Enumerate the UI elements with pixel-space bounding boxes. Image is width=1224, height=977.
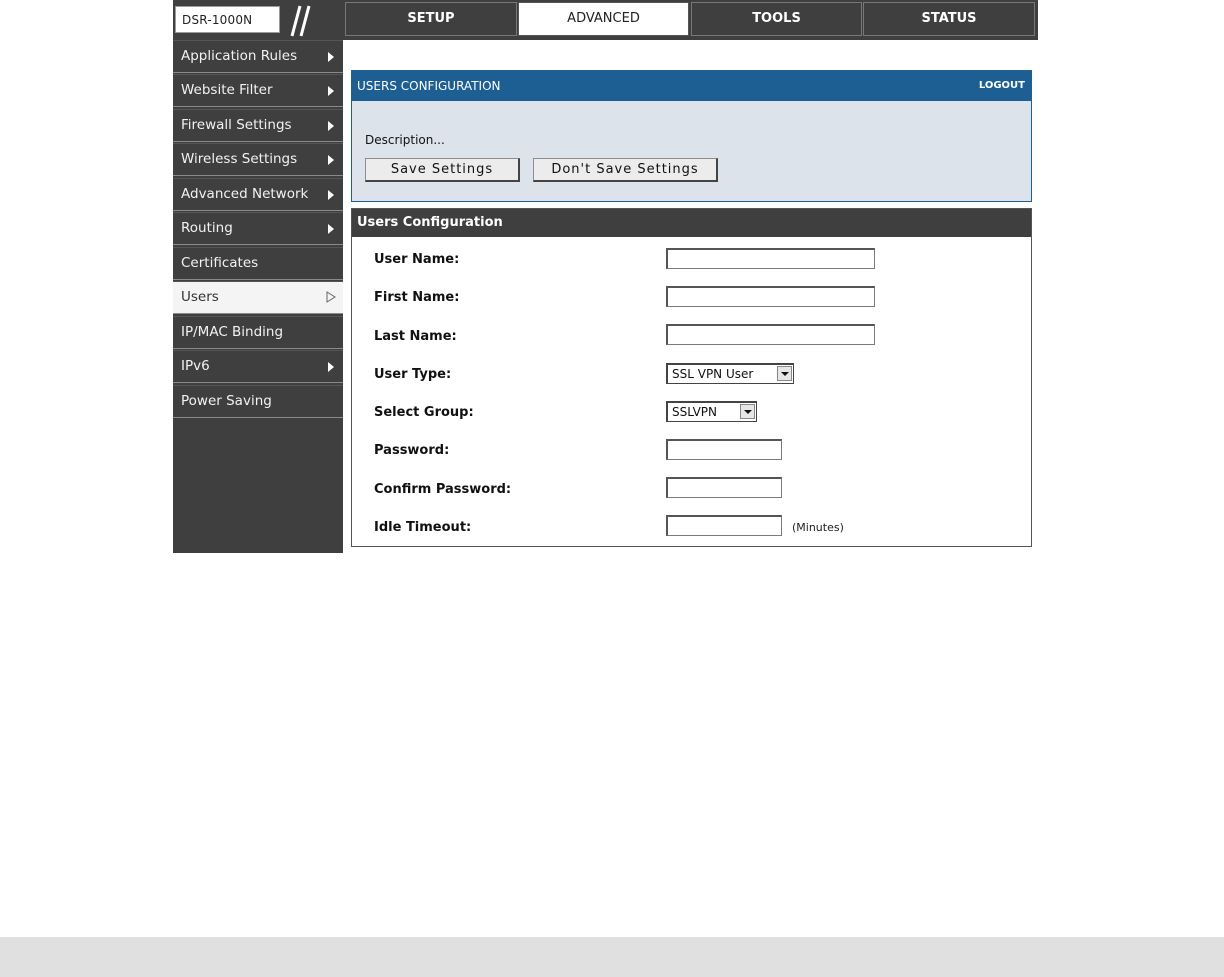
sidebar-item-ip-mac-binding[interactable] [173,316,343,349]
last-name-label: Last Name: [374,329,457,344]
idle-timeout-unit: (Minutes) [792,521,844,534]
form-title: Users Configuration [357,215,503,230]
first-name-label: First Name: [374,290,460,305]
confirm-password-input[interactable] [666,477,782,498]
chevron-right-icon [328,155,334,165]
sidebar-item-label: Wireless Settings [181,151,298,167]
sidebar-item-label: Firewall Settings [181,117,292,133]
confirm-password-label: Confirm Password: [374,482,512,497]
tab-status[interactable]: STATUS [863,2,1035,36]
chevron-right-icon [328,362,334,372]
chevron-right-icon [328,224,334,234]
last-name-input[interactable] [666,324,875,345]
user-type-select[interactable] [666,363,794,384]
sidebar-item-label: Advanced Network [181,186,309,202]
chevron-right-icon [328,190,334,200]
sidebar-item-label: IPv6 [181,358,210,374]
idle-timeout-label: Idle Timeout: [374,520,472,535]
idle-timeout-input[interactable] [666,515,782,536]
chevron-right-icon [328,52,334,62]
model-badge [175,6,280,33]
tab-setup[interactable]: SETUP [345,2,517,36]
sidebar-item-certificates[interactable] [173,247,343,280]
sidebar-item-label: Certificates [181,255,259,271]
chevron-right-outline-icon [326,291,336,303]
sidebar-item-label: Website Filter [181,82,273,98]
sidebar-item-routing[interactable] [173,212,343,245]
sidebar-item-website-filter[interactable] [173,74,343,107]
form-header [352,209,1031,237]
first-name-input[interactable] [666,286,875,307]
tab-advanced[interactable]: ADVANCED [518,2,689,36]
sidebar-item-label: Routing [181,220,233,236]
select-group-select[interactable] [666,401,757,422]
password-label: Password: [374,443,450,458]
user-name-label: User Name: [374,252,460,267]
panel-title: USERS CONFIGURATION [357,79,501,93]
password-input[interactable] [666,439,782,460]
sidebar-item-label: Application Rules [181,48,298,64]
logo-slashes-icon [282,4,318,38]
bottom-bar [0,937,1224,977]
logout-link[interactable]: LOGOUT [978,80,1025,91]
top-navigation [173,0,1038,40]
save-settings-button[interactable]: Save Settings [365,158,520,182]
chevron-right-icon [328,121,334,131]
sidebar-item-application-rules[interactable] [173,40,343,73]
user-name-input[interactable] [666,248,875,269]
sidebar [173,40,343,553]
sidebar-item-label: Power Saving [181,393,272,409]
users-configuration-panel [351,70,1032,202]
sidebar-item-label: IP/MAC Binding [181,324,284,340]
sidebar-item-firewall-settings[interactable] [173,109,343,142]
users-form-panel [351,208,1032,547]
user-type-value: SSL VPN User [672,367,754,381]
select-group-value: SSLVPN [672,405,718,419]
sidebar-item-label: Users [181,289,219,305]
select-group-label: Select Group: [374,405,474,420]
sidebar-item-users[interactable] [173,281,343,314]
sidebar-item-power-saving[interactable] [173,385,343,418]
model-name: DSR-1000N [182,13,253,27]
sidebar-item-advanced-network[interactable] [173,178,343,211]
user-type-label: User Type: [374,367,452,382]
panel-header [352,71,1031,101]
dont-save-settings-button[interactable]: Don't Save Settings [533,158,718,182]
chevron-down-icon[interactable] [777,366,792,381]
tab-tools[interactable]: TOOLS [691,2,862,36]
sidebar-item-ipv6[interactable] [173,350,343,383]
panel-description: Description... [365,133,445,147]
chevron-right-icon [328,86,334,96]
sidebar-item-wireless-settings[interactable] [173,143,343,176]
chevron-down-icon[interactable] [740,404,755,419]
